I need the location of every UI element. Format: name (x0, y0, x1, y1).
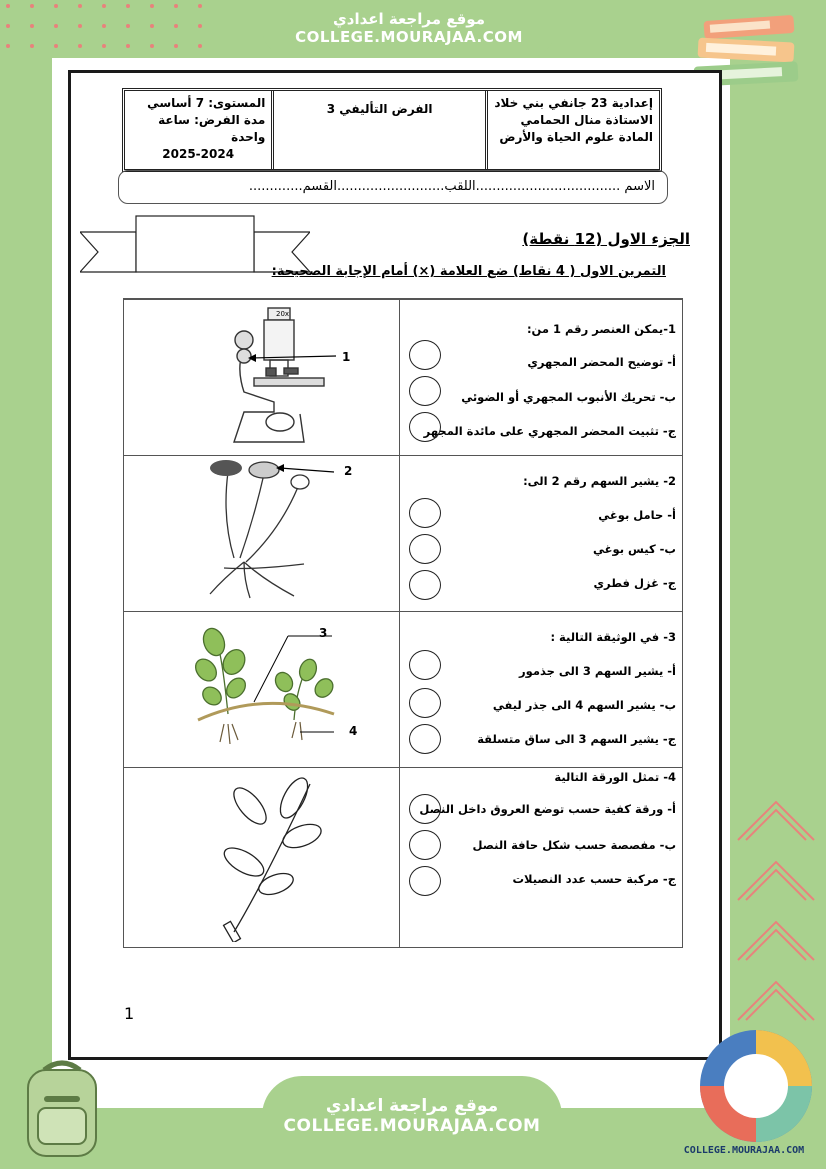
question-3-option-c: ج- يشير السهم 3 الى ساق متسلقة (477, 732, 676, 746)
exercise1-title: التمرين الاول ( 4 نقاط) ضع العلامة (×) أمام الإجابة الصحيحة: (271, 264, 666, 279)
decorative-dots (4, 0, 204, 56)
site-name: موقع مراجعة اعدادي (333, 10, 485, 28)
figure-label-1: 1 (342, 350, 351, 364)
question-1-text (406, 300, 676, 456)
answer-checkbox-3a[interactable] (409, 650, 441, 680)
strawberry-plant-figure (184, 614, 354, 764)
answer-checkbox-2a[interactable] (409, 498, 441, 528)
answer-checkbox-4b[interactable] (409, 830, 441, 860)
level: المستوى: 7 أساسي (147, 96, 266, 110)
question-2-label: 2- يشير السهم رقم 2 الى: (523, 474, 676, 488)
answer-checkbox-2c[interactable] (409, 570, 441, 600)
exam-header (122, 88, 662, 172)
question-4-option-b: ب- مفصصة حسب شكل حافة النصل (472, 838, 676, 852)
school-name: إعدادية 23 جانفي بني خلاد (494, 96, 653, 110)
question-3-text (406, 612, 676, 768)
site-logo-icon (696, 1026, 816, 1146)
answer-checkbox-4c[interactable] (409, 866, 441, 896)
question-4-label: 4- تمثل الورقة التالية (554, 770, 676, 784)
question-2-option-c: ج- غزل فطري (593, 576, 676, 590)
answer-checkbox-4a[interactable] (409, 794, 441, 824)
chevron-decoration (732, 790, 818, 1040)
question-row-4 (124, 767, 682, 949)
question-1-option-c: ج- تثبيت المحضر المجهري على مائدة المجهر (423, 424, 676, 438)
page-number: 1 (124, 1004, 135, 1023)
footer-site-name: موقع مراجعة اعدادي (325, 1096, 499, 1116)
figure-label-3: 3 (319, 626, 328, 640)
student-info-field[interactable]: الاسم ...................................اللقب..........................القسم............. (118, 170, 668, 204)
answer-checkbox-1c[interactable] (409, 412, 441, 442)
test-title: الفرض التأليفي 3 (326, 102, 433, 116)
figure-label-2: 2 (344, 464, 353, 478)
objective-label: 20x (276, 310, 290, 318)
site-header-pill[interactable] (262, 0, 556, 58)
footer-site-url[interactable]: COLLEGE.MOURAJAA.COM (283, 1116, 541, 1136)
header-school (485, 91, 659, 169)
answer-checkbox-2b[interactable] (409, 534, 441, 564)
question-row-1 (124, 299, 682, 455)
question-1-option-a: أ- توضيح المحضر المجهري (527, 355, 676, 369)
header-meta (125, 91, 271, 169)
question-2-option-a: أ- حامل بوغي (598, 508, 676, 522)
site-footer-pill[interactable] (262, 1076, 562, 1169)
figure-label-4: 4 (349, 724, 358, 738)
question-2-option-b: ب- كيس بوغي (593, 542, 676, 556)
question-3-label: 3- في الوثيقة التالية : (550, 630, 676, 644)
question-table (123, 298, 683, 948)
part1-title: الجزء الاول (12 نقطة) (522, 230, 690, 248)
school-year: 2025-2024 (162, 147, 235, 161)
header-title-cell (271, 91, 485, 169)
question-3-option-a: أ- يشير السهم 3 الى جذمور (519, 664, 676, 678)
question-1-option-b: ب- تحريك الأنبوب المجهري أو الضوئي (461, 390, 676, 404)
site-url[interactable]: COLLEGE.MOURAJAA.COM (295, 28, 523, 46)
answer-checkbox-1a[interactable] (409, 340, 441, 370)
question-row-2 (124, 455, 682, 611)
question-3-option-b: ب- يشير السهم 4 الى جذر ليفي (492, 698, 676, 712)
compound-leaf-figure (214, 772, 334, 942)
mold-figure (184, 458, 354, 608)
subject-name: المادة علوم الحياة والأرض (499, 130, 653, 144)
answer-checkbox-1b[interactable] (409, 376, 441, 406)
question-4-option-c: ج- مركبة حسب عدد النصيلات (512, 872, 676, 886)
question-row-3 (124, 611, 682, 767)
answer-checkbox-3b[interactable] (409, 688, 441, 718)
question-4-option-a: أ- ورقة كفية حسب توضع العروق داخل النصل (419, 802, 676, 816)
duration: مدة الفرض: ساعة واحدة (158, 113, 266, 144)
backpack-icon (14, 1056, 110, 1164)
teacher-name: الاستاذة منال الحمامي (520, 113, 653, 127)
microscope-figure (204, 302, 374, 452)
answer-checkbox-3c[interactable] (409, 724, 441, 754)
question-2-text (406, 456, 676, 612)
logo-url-text[interactable]: COLLEGE.MOURAJAA.COM (683, 1145, 805, 1156)
question-1-label: 1-يمكن العنصر رقم 1 من: (526, 322, 676, 336)
question-4-text (406, 768, 676, 950)
